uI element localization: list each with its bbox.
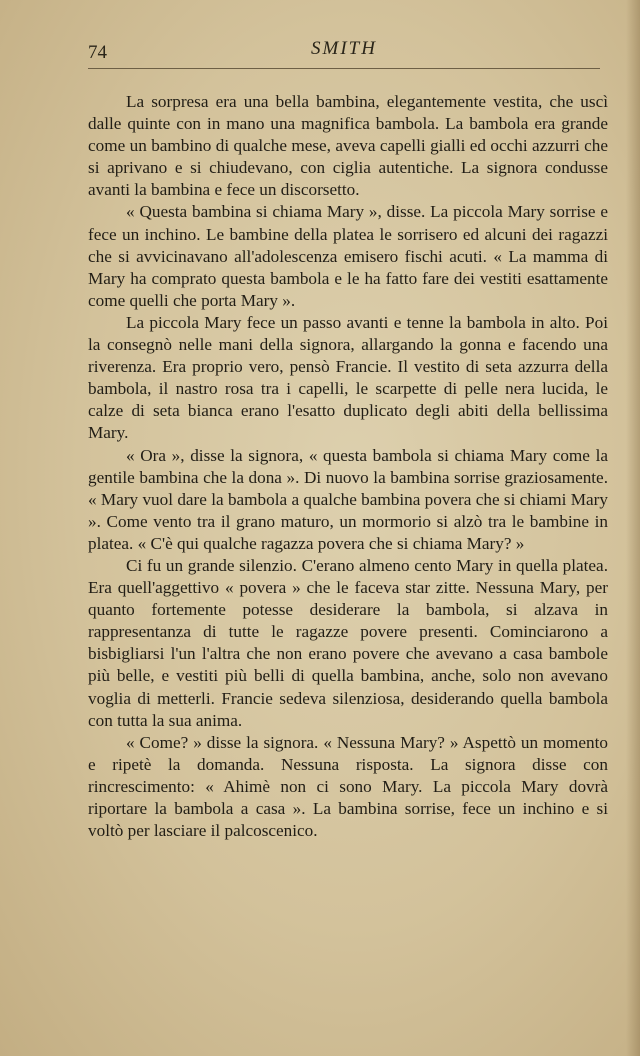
page-header [88, 38, 600, 66]
paragraph: « Ora », disse la signora, « questa bambola si chiama Mary come la gentile bambina che la dona ». Di nuovo la bambina sorrise graziosamente. « Mary vuol dare la bambola a qualche bambina povera che si chiami Mary ». Come vento tra il grano maturo, un mormorio si alzò tra le bambine in platea. « C'è qui qualche ragazza povera che si chiama Mary? » [88, 445, 608, 553]
paragraph: « Come? » disse la signora. « Nessuna Mary? » Aspettò un momento e ripetè la domanda. Nessuna risposta. La signora disse con rincrescimento: « Ahimè non ci sono Mary. La piccola Mary dovrà riportare la bambola a casa ». La bambina sorrise, fece un inchino e si voltò per lasciare il palcoscenico. [88, 732, 608, 841]
paragraph: La piccola Mary fece un passo avanti e tenne la bambola in alto. Poi la consegnò nelle mani della signora, allargando la gonna e facendo una riverenza. Era proprio vero, pensò Francie. Il vestito di seta azzurra della bambola, il nastro rosa tra i capelli, le scarpette di pelle nera lucida, le calze di seta bianca erano l'esatto duplicato degli abiti della bellissima Mary. [88, 312, 608, 443]
body-text [88, 91, 608, 842]
paragraph: Ci fu un grande silenzio. C'erano almeno cento Mary in quella platea. Era quell'aggettivo « povera » che le faceva star zitte. Nessuna Mary, per quanto fortemente potesse desiderare la bambola, si alzava in rappresentanza di tutte le ragazze povere presenti. Cominciarono a bisbigliarsi l'un l'altra che non erano povere che avevano a casa bambole più belle, e vestiti più belli di quella bambina, anche, solo non avevano voglia di metterli. Francie sedeva silenziosa, desiderando quella bambola con tutta la sua anima. [88, 555, 608, 730]
paragraph: La sorpresa era una bella bambina, elegantemente vestita, che uscì dalle quinte con in mano una magnifica bambola. La bambola era grande come un bambino di qualche mese, aveva capelli gialli ed occhi azzurri che si aprivano e si chiudevano, con ciglia autentiche. La signora condusse avanti la bambina e fece un discorsetto. [88, 92, 608, 200]
header-rule [88, 68, 600, 69]
page-number: 74 [88, 42, 107, 63]
paragraph: « Questa bambina si chiama Mary », disse. La piccola Mary sorrise e fece un inchino. Le bambine della platea le sorrisero ed alcuni dei ragazzi che si avvicinavano all'adolescenza emisero fischi acuti. « La mamma di Mary ha comprato questa bambola e le ha fatto fare dei vestiti esattamente come quelli che porta Mary ». [88, 202, 608, 310]
running-head: SMITH [311, 38, 377, 59]
